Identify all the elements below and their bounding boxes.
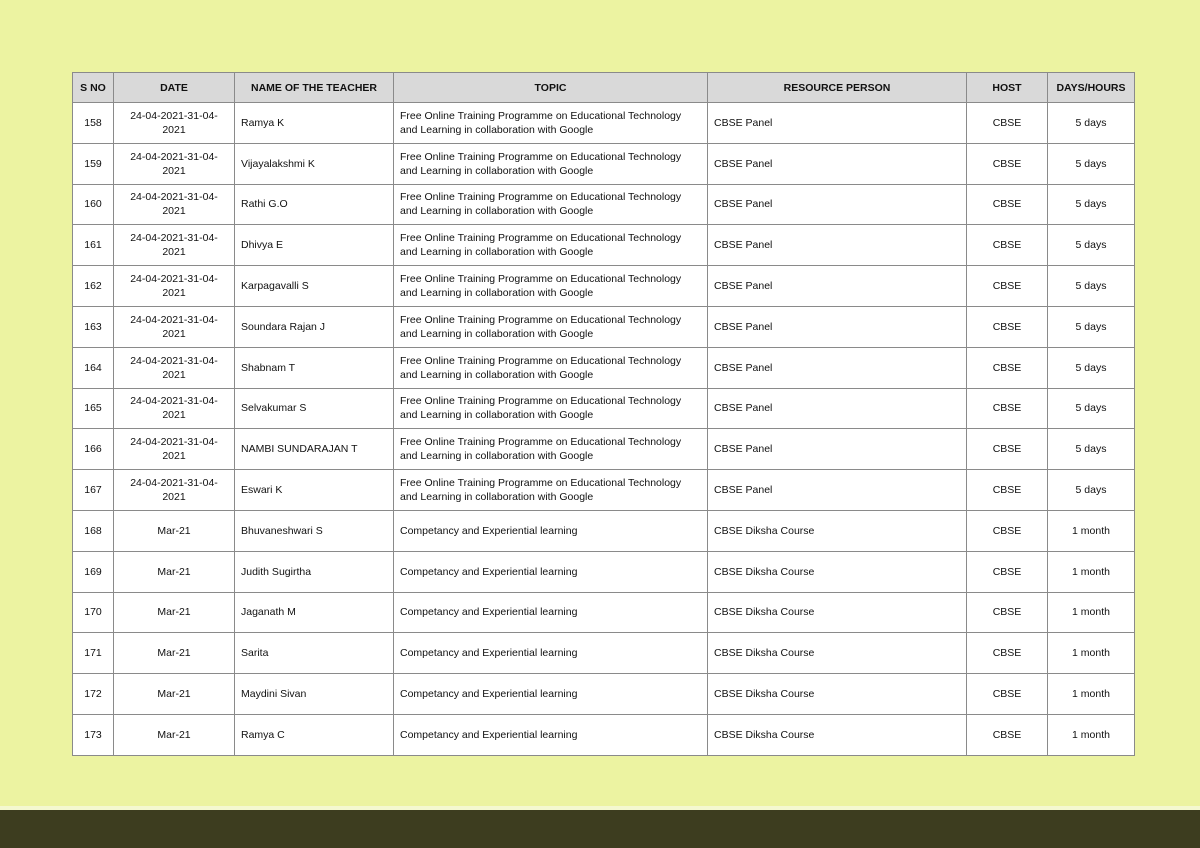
cell-days-hours: 5 days (1048, 184, 1135, 225)
cell-date: 24-04-2021-31-04-2021 (114, 347, 235, 388)
cell-sno: 165 (73, 388, 114, 429)
cell-host: CBSE (967, 510, 1048, 551)
cell-date: 24-04-2021-31-04-2021 (114, 184, 235, 225)
cell-date: Mar-21 (114, 674, 235, 715)
table-row (73, 103, 1135, 144)
cell-topic: Free Online Training Programme on Educational Technology and Learning in collaboration with Google (394, 347, 708, 388)
cell-date: Mar-21 (114, 633, 235, 674)
cell-days-hours: 5 days (1048, 225, 1135, 266)
cell-host: CBSE (967, 592, 1048, 633)
header-row (73, 73, 1135, 103)
cell-sno: 170 (73, 592, 114, 633)
cell-resource-person: CBSE Diksha Course (708, 510, 967, 551)
header-teacher-name: NAME OF THE TEACHER (235, 73, 394, 103)
table-row (73, 510, 1135, 551)
cell-date: 24-04-2021-31-04-2021 (114, 143, 235, 184)
cell-sno: 169 (73, 551, 114, 592)
cell-host: CBSE (967, 103, 1048, 144)
table-row (73, 592, 1135, 633)
cell-days-hours: 1 month (1048, 551, 1135, 592)
cell-resource-person: CBSE Diksha Course (708, 674, 967, 715)
cell-date: Mar-21 (114, 592, 235, 633)
cell-sno: 166 (73, 429, 114, 470)
cell-days-hours: 5 days (1048, 266, 1135, 307)
header-sno: S NO (73, 73, 114, 103)
cell-resource-person: CBSE Panel (708, 388, 967, 429)
cell-resource-person: CBSE Panel (708, 470, 967, 511)
table-row (73, 306, 1135, 347)
cell-teacher-name: Maydini Sivan (235, 674, 394, 715)
cell-sno: 164 (73, 347, 114, 388)
cell-resource-person: CBSE Panel (708, 306, 967, 347)
cell-teacher-name: Karpagavalli S (235, 266, 394, 307)
cell-resource-person: CBSE Panel (708, 225, 967, 266)
cell-host: CBSE (967, 714, 1048, 755)
cell-topic: Competancy and Experiential learning (394, 633, 708, 674)
cell-sno: 160 (73, 184, 114, 225)
cell-topic: Free Online Training Programme on Educational Technology and Learning in collaboration with Google (394, 306, 708, 347)
cell-teacher-name: Selvakumar S (235, 388, 394, 429)
cell-host: CBSE (967, 429, 1048, 470)
cell-topic: Free Online Training Programme on Educational Technology and Learning in collaboration with Google (394, 103, 708, 144)
cell-topic: Competancy and Experiential learning (394, 551, 708, 592)
table-body (73, 103, 1135, 756)
table-row (73, 633, 1135, 674)
cell-days-hours: 5 days (1048, 429, 1135, 470)
cell-resource-person: CBSE Panel (708, 103, 967, 144)
cell-teacher-name: Soundara Rajan J (235, 306, 394, 347)
table-row (73, 347, 1135, 388)
cell-host: CBSE (967, 470, 1048, 511)
cell-host: CBSE (967, 225, 1048, 266)
cell-date: 24-04-2021-31-04-2021 (114, 388, 235, 429)
cell-sno: 173 (73, 714, 114, 755)
cell-teacher-name: Ramya C (235, 714, 394, 755)
cell-resource-person: CBSE Panel (708, 347, 967, 388)
cell-host: CBSE (967, 633, 1048, 674)
cell-topic: Free Online Training Programme on Educational Technology and Learning in collaboration with Google (394, 388, 708, 429)
cell-resource-person: CBSE Panel (708, 429, 967, 470)
footer-bar (0, 810, 1200, 848)
cell-sno: 168 (73, 510, 114, 551)
cell-resource-person: CBSE Diksha Course (708, 714, 967, 755)
cell-days-hours: 5 days (1048, 103, 1135, 144)
cell-days-hours: 1 month (1048, 633, 1135, 674)
cell-teacher-name: Jaganath M (235, 592, 394, 633)
table-row (73, 674, 1135, 715)
cell-days-hours: 5 days (1048, 347, 1135, 388)
cell-teacher-name: Eswari K (235, 470, 394, 511)
cell-host: CBSE (967, 674, 1048, 715)
cell-date: 24-04-2021-31-04-2021 (114, 103, 235, 144)
cell-days-hours: 5 days (1048, 143, 1135, 184)
cell-resource-person: CBSE Panel (708, 184, 967, 225)
cell-host: CBSE (967, 388, 1048, 429)
cell-days-hours: 5 days (1048, 388, 1135, 429)
cell-date: 24-04-2021-31-04-2021 (114, 306, 235, 347)
cell-resource-person: CBSE Diksha Course (708, 592, 967, 633)
header-days-hours: DAYS/HOURS (1048, 73, 1135, 103)
cell-sno: 172 (73, 674, 114, 715)
cell-teacher-name: Ramya K (235, 103, 394, 144)
table-row (73, 143, 1135, 184)
cell-days-hours: 5 days (1048, 470, 1135, 511)
teacher-training-table (72, 72, 1135, 756)
cell-date: Mar-21 (114, 510, 235, 551)
cell-sno: 171 (73, 633, 114, 674)
cell-sno: 159 (73, 143, 114, 184)
cell-topic: Competancy and Experiential learning (394, 592, 708, 633)
table-row (73, 225, 1135, 266)
header-host: HOST (967, 73, 1048, 103)
cell-teacher-name: Sarita (235, 633, 394, 674)
table-row (73, 388, 1135, 429)
header-date: DATE (114, 73, 235, 103)
cell-teacher-name: Rathi G.O (235, 184, 394, 225)
cell-topic: Free Online Training Programme on Educational Technology and Learning in collaboration with Google (394, 184, 708, 225)
cell-days-hours: 1 month (1048, 592, 1135, 633)
cell-date: Mar-21 (114, 714, 235, 755)
table-row (73, 429, 1135, 470)
table-row (73, 551, 1135, 592)
cell-resource-person: CBSE Diksha Course (708, 551, 967, 592)
cell-date: Mar-21 (114, 551, 235, 592)
cell-host: CBSE (967, 551, 1048, 592)
cell-host: CBSE (967, 184, 1048, 225)
cell-resource-person: CBSE Panel (708, 143, 967, 184)
cell-teacher-name: NAMBI SUNDARAJAN T (235, 429, 394, 470)
cell-days-hours: 1 month (1048, 714, 1135, 755)
table-row (73, 714, 1135, 755)
cell-host: CBSE (967, 266, 1048, 307)
cell-topic: Competancy and Experiential learning (394, 674, 708, 715)
header-topic: TOPIC (394, 73, 708, 103)
cell-topic: Free Online Training Programme on Educational Technology and Learning in collaboration with Google (394, 143, 708, 184)
cell-topic: Competancy and Experiential learning (394, 510, 708, 551)
table-row (73, 184, 1135, 225)
cell-host: CBSE (967, 143, 1048, 184)
cell-topic: Competancy and Experiential learning (394, 714, 708, 755)
header-resource-person: RESOURCE PERSON (708, 73, 967, 103)
cell-topic: Free Online Training Programme on Educational Technology and Learning in collaboration with Google (394, 266, 708, 307)
cell-topic: Free Online Training Programme on Educational Technology and Learning in collaboration with Google (394, 429, 708, 470)
cell-date: 24-04-2021-31-04-2021 (114, 266, 235, 307)
cell-topic: Free Online Training Programme on Educational Technology and Learning in collaboration with Google (394, 225, 708, 266)
cell-date: 24-04-2021-31-04-2021 (114, 225, 235, 266)
cell-sno: 163 (73, 306, 114, 347)
cell-teacher-name: Vijayalakshmi K (235, 143, 394, 184)
cell-sno: 162 (73, 266, 114, 307)
cell-sno: 161 (73, 225, 114, 266)
cell-days-hours: 1 month (1048, 674, 1135, 715)
table-row (73, 470, 1135, 511)
cell-resource-person: CBSE Panel (708, 266, 967, 307)
cell-teacher-name: Shabnam T (235, 347, 394, 388)
cell-date: 24-04-2021-31-04-2021 (114, 429, 235, 470)
cell-sno: 167 (73, 470, 114, 511)
table-row (73, 266, 1135, 307)
cell-date: 24-04-2021-31-04-2021 (114, 470, 235, 511)
cell-days-hours: 1 month (1048, 510, 1135, 551)
cell-days-hours: 5 days (1048, 306, 1135, 347)
cell-teacher-name: Bhuvaneshwari S (235, 510, 394, 551)
cell-host: CBSE (967, 306, 1048, 347)
cell-topic: Free Online Training Programme on Educational Technology and Learning in collaboration with Google (394, 470, 708, 511)
cell-sno: 158 (73, 103, 114, 144)
cell-teacher-name: Dhivya E (235, 225, 394, 266)
cell-host: CBSE (967, 347, 1048, 388)
cell-resource-person: CBSE Diksha Course (708, 633, 967, 674)
cell-teacher-name: Judith Sugirtha (235, 551, 394, 592)
